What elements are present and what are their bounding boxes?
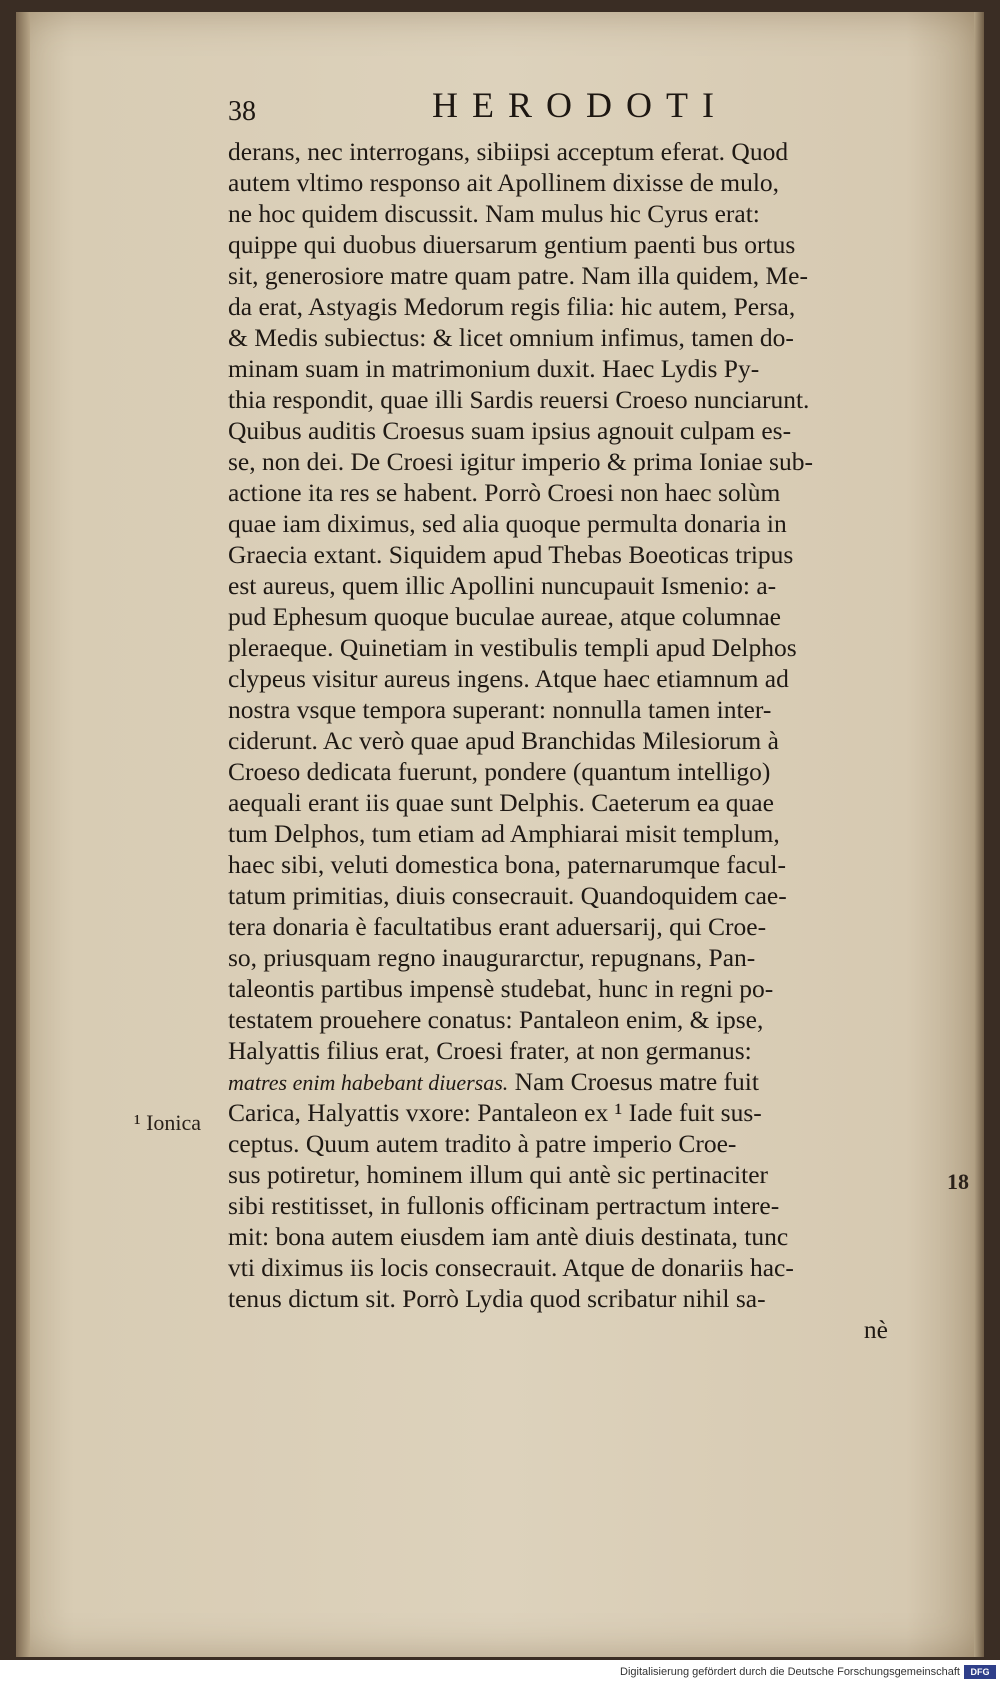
text-line: derans, nec interrogans, sibiipsi acceptum eferat. Quod	[228, 137, 789, 166]
text-line: nostra vsque tempora superant: nonnulla tamen inter-	[228, 695, 772, 724]
text-line: Halyattis filius erat, Croesi frater, at non germanus:	[228, 1036, 752, 1065]
text-line: sibi restitisset, in fullonis officinam pertractum intere-	[228, 1191, 780, 1220]
text-line: testatem prouehere conatus: Pantaleon enim, & ipse,	[228, 1005, 764, 1034]
text-line: haec sibi, veluti domestica bona, paternarumque facul-	[228, 850, 786, 879]
text-line: sus potiretur, hominem illum qui antè sic pertinaciter	[228, 1160, 769, 1189]
text-line: quippe qui duobus diuersarum gentium paenti bus ortus	[228, 230, 796, 259]
text-line: & Medis subiectus: & licet omnium infimus, tamen do-	[228, 323, 794, 352]
text-line: tenus dictum sit. Porrò Lydia quod scribatur nihil sa-	[228, 1284, 766, 1313]
dfg-logo: DFG	[964, 1665, 996, 1679]
text-line: ciderunt. Ac verò quae apud Branchidas Milesiorum à	[228, 726, 779, 755]
text-line: thia respondit, quae illi Sardis reuersi Croeso nunciarunt.	[228, 385, 810, 414]
marginal-note-left: ¹ Ionica	[134, 1110, 202, 1135]
text-line: sit, generosiore matre quam patre. Nam illa quidem, Me-	[228, 261, 808, 290]
line-remainder: Nam Croesus matre fuit	[508, 1067, 759, 1096]
text-line: tatum primitias, diuis consecrauit. Quandoquidem cae-	[228, 881, 787, 910]
page-edge-right	[974, 12, 984, 1657]
text-line: vti diximus iis locis consecrauit. Atque de donariis hac-	[228, 1253, 794, 1282]
text-line: ceptus. Quum autem tradito à patre imperio Croe-	[228, 1129, 737, 1158]
body-text	[228, 136, 948, 1345]
footer-strip	[0, 1660, 1000, 1684]
text-line: Quibus auditis Croesus suam ipsius agnouit culpam es-	[228, 416, 792, 445]
text-line: aequali erant iis quae sunt Delphis. Caeterum ea quae	[228, 788, 774, 817]
text-line: mit: bona autem eiusdem iam antè diuis destinata, tunc	[228, 1222, 789, 1251]
text-line: clypeus visitur aureus ingens. Atque haec etiamnum ad	[228, 664, 789, 693]
text-line: pleraeque. Quinetiam in vestibulis templi apud Delphos	[228, 633, 797, 662]
text-line: minam suam in matrimonium duxit. Haec Lydis Py-	[228, 354, 760, 383]
catchword: nè	[863, 1315, 888, 1344]
text-line: taleontis partibus impensè studebat, hunc in regni po-	[228, 974, 774, 1003]
text-line: ne hoc quidem discussit. Nam mulus hic Cyrus erat:	[228, 199, 760, 228]
text-line: tum Delphos, tum etiam ad Amphiarai misit templum,	[228, 819, 780, 848]
text-line: autem vltimo responso ait Apollinem dixisse de mulo,	[228, 168, 780, 197]
text-line	[228, 1066, 948, 1097]
text-line: Graecia extant. Siquidem apud Thebas Boeoticas tripus	[228, 540, 794, 569]
text-line: pud Ephesum quoque buculae aureae, atque columnae	[228, 602, 781, 631]
text-line: actione ita res se habent. Porrò Croesi non haec solùm	[228, 478, 781, 507]
text-line: so, priusquam regno inaugurarctur, repugnans, Pan-	[228, 943, 756, 972]
text-line: Carica, Halyattis vxore: Pantaleon ex ¹ Iade fuit sus-	[228, 1098, 762, 1127]
text-line: quae iam diximus, sed alia quoque permulta donaria in	[228, 509, 787, 538]
italic-phrase: matres enim habebant diuersas.	[228, 1070, 509, 1095]
text-line: se, non dei. De Croesi igitur imperio & prima Ioniae sub-	[228, 447, 813, 476]
page-header	[0, 80, 1000, 130]
page-number: 38	[228, 96, 256, 127]
text-line: tera donaria è facultatibus erant aduersarij, qui Croe-	[228, 912, 767, 941]
text-line: est aureus, quem illic Apollini nuncupauit Ismenio: a-	[228, 571, 777, 600]
text-line: Croeso dedicata fuerunt, pondere (quantum intelligo)	[228, 757, 771, 786]
running-head: HERODOTI	[432, 85, 728, 125]
digitization-credit: Digitalisierung gefördert durch die Deutsche Forschungsgemeinschaft	[620, 1666, 960, 1678]
marginal-note-right: 18	[947, 1169, 969, 1194]
text-line: da erat, Astyagis Medorum regis filia: hic autem, Persa,	[228, 292, 796, 321]
page-edge-left	[16, 12, 30, 1657]
